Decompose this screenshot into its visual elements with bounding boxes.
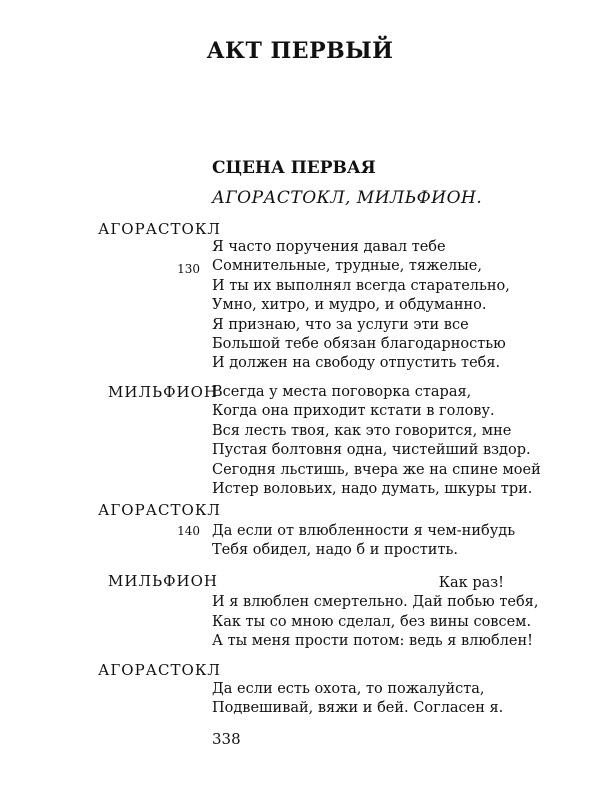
speaker-name: МИЛЬФИОН xyxy=(108,572,218,590)
speech-verse xyxy=(212,680,503,719)
verse-line: Как раз! xyxy=(438,575,504,591)
verse-line: Пустая болтовня одна, чистейший вздор. xyxy=(212,442,531,459)
act-title: АКТ ПЕРВЫЙ xyxy=(206,38,394,64)
verse-line: Умно, хитро, и мудро, и обдуманно. xyxy=(212,297,487,314)
line-number: 130 xyxy=(177,262,200,276)
speech-verse xyxy=(212,574,538,652)
speaker-name: АГОРАСТОКЛ xyxy=(98,661,221,679)
verse-line: Всегда у места поговорка старая, xyxy=(212,384,472,400)
verse-line: Да если есть охота, то пожалуйста, xyxy=(212,681,485,697)
verse-line: Сегодня льстишь, вчера же на спине моей xyxy=(212,461,541,478)
verse-line: Сомнительные, трудные, тяжелые, xyxy=(212,258,482,275)
verse-line: А ты меня прости потом: ведь я влюблен! xyxy=(212,633,533,650)
verse-line: Когда она приходит кстати в голову. xyxy=(212,403,495,420)
verse-line: Подвешивай, вяжи и бей. Согласен я. xyxy=(212,700,504,717)
verse-line: Я признаю, что за услуги эти все xyxy=(212,316,469,333)
verse-line: Большой тебе обязан благодарностью xyxy=(212,336,506,353)
verse-line: Да если от влюбленности я чем-нибудь xyxy=(212,523,516,539)
speaker-name: МИЛЬФИОН xyxy=(108,383,218,401)
line-number: 140 xyxy=(177,524,200,538)
speech-verse xyxy=(212,383,541,499)
scene-title: СЦЕНА ПЕРВАЯ xyxy=(212,158,376,178)
scene-characters: АГОРАСТОКЛ, МИЛЬФИОН. xyxy=(212,188,483,208)
speech-verse xyxy=(212,522,515,561)
verse-line: И должен на свободу отпустить тебя. xyxy=(212,355,501,372)
verse-line: Истер воловьих, надо думать, шкуры три. xyxy=(212,481,533,498)
verse-line: И ты их выполнял всегда старательно, xyxy=(212,277,510,294)
page-number: 338 xyxy=(212,730,241,748)
speaker-name: АГОРАСТОКЛ xyxy=(98,501,221,519)
verse-line: Вся лесть твоя, как это говорится, мне xyxy=(212,422,512,439)
verse-line: Тебя обидел, надо б и простить. xyxy=(212,542,458,559)
verse-line: Как ты со мною сделал, без вины совсем. xyxy=(212,613,532,630)
speech-verse xyxy=(212,238,510,374)
verse-line: И я влюблен смертельно. Дай побью тебя, xyxy=(212,594,539,611)
verse-line: Я часто поручения давал тебе xyxy=(212,239,446,255)
speaker-name: АГОРАСТОКЛ xyxy=(98,220,221,238)
